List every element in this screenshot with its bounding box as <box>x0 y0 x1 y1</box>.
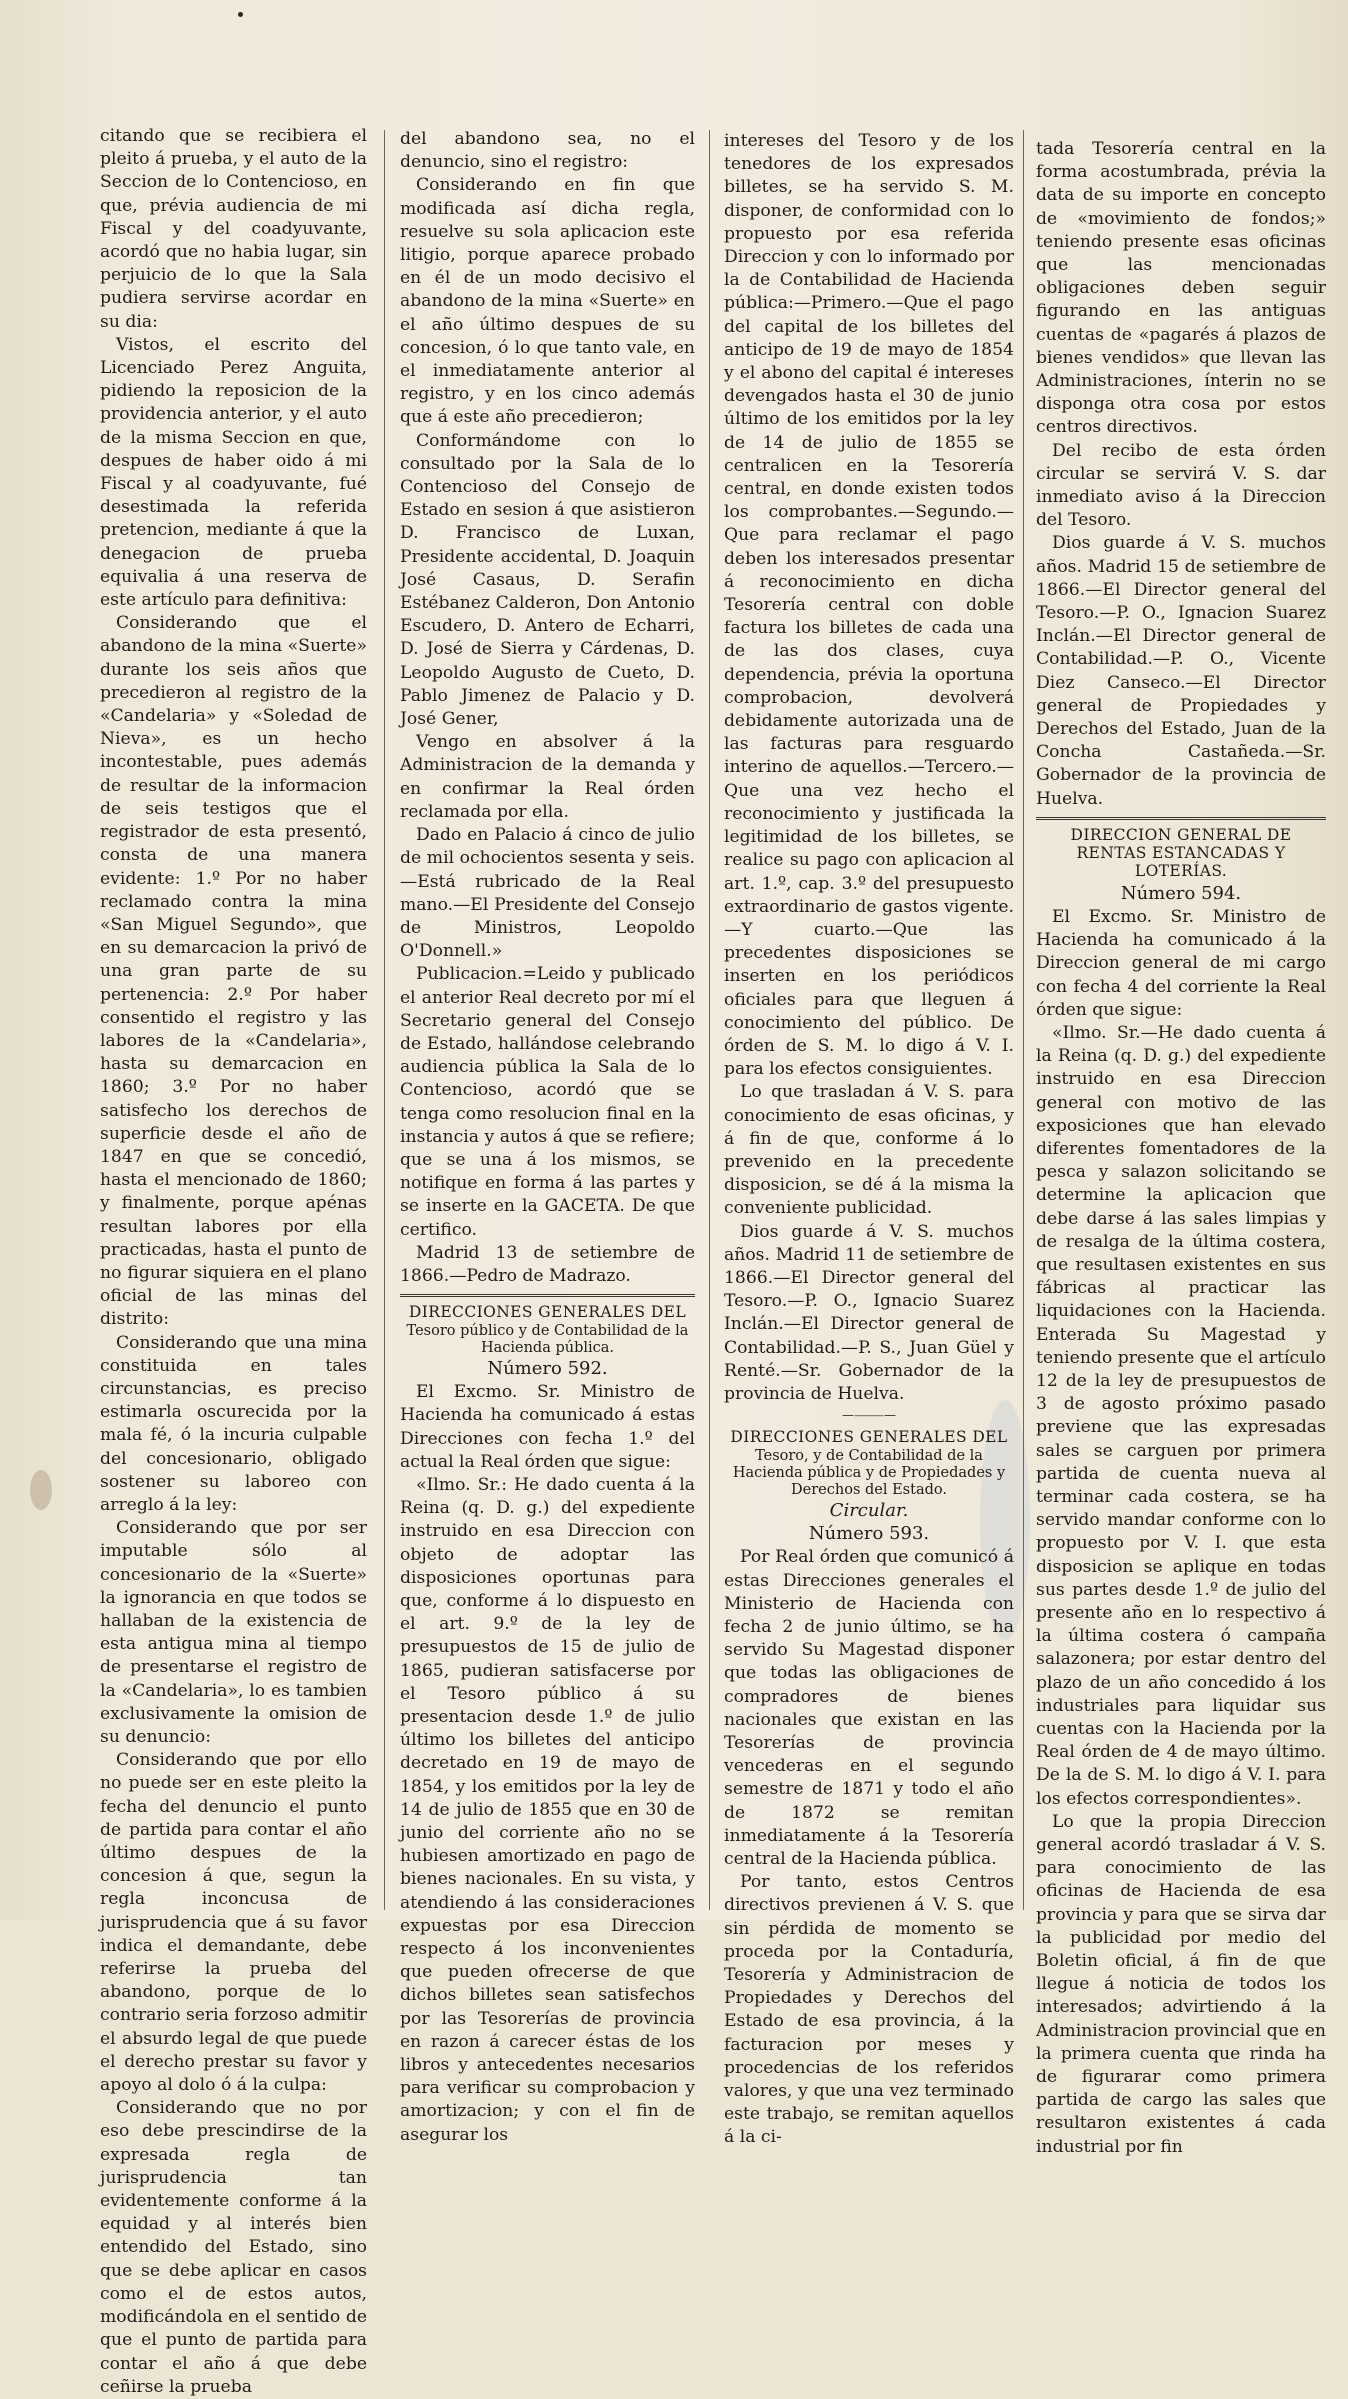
notice-number: Número 592. <box>487 1358 608 1380</box>
paragraph: Considerando que por ser imputable sólo al concesionario de la «Suerte» la ignorancia en que todos se hallaban de la existencia de esta antigua mina al tiempo de presentarse el registro de la «Candelaria», lo es tambien exclusivamente la omision de su denuncio: <box>100 1518 367 1748</box>
paragraph: intereses del Tesoro y de los tenedores de los expresados billetes, se ha servido S. M. disponer, de conformidad con lo propuesto por esa referida Direccion y con lo informado por la de Contabilidad de Hacienda pública:—Primero.—Que el pago del capital de los billetes del anticipo de 19 de mayo de 1854 y el abono del capital é intereses devengados hasta el 30 de junio último de los emitidos por la ley de 14 de julio de 1855 se centralicen en la Tesorería central, en donde existen todos los comprobantes.—Segundo.—Que para reclamar el pago deben los interesados presentar á reconocimiento en dicha Tesorería central con doble factura los billetes de cada una de las dos clases, cuya dependencia, prévia la oportuna comprobacion, devolverá debidamente autorizada una de las facturas para resguardo interino de aquellos.—Tercero.—Que una vez hecho el reconocimiento y justificada la legitimidad de los billetes, se realice su pago con aplicacion al art. 1.º, cap. 3.º del presupuesto extraordinario de gastos vigente.—Y cuarto.—Que las precedentes disposiciones se inserten en los periódicos oficiales para que lleguen á conocimiento del público. De órden de S. M. lo digo á V. I. para los efectos consiguientes. <box>724 131 1014 1080</box>
column-rule <box>384 130 385 1910</box>
column-rule <box>1023 130 1024 1910</box>
paragraph: El Excmo. Sr. Ministro de Hacienda ha comunicado á la Direccion general de mi cargo con fecha 4 del corriente la Real órden que sigue: <box>1036 906 1326 1020</box>
column-rule <box>709 130 710 1910</box>
paragraph: Considerando en fin que modificada así dicha regla, resuelve su sola aplicacion este litigio, porque aparece probado en él de un modo decisivo el abandono de la mina «Suerte» en el año último despues de su concesion, ó lo que tanto vale, en el inmediatamente anterior al registro, y en los cinco además que á este año precedieron; <box>400 175 695 428</box>
column-4 <box>1036 138 1326 2157</box>
paragraph: Publicacion.=Leido y publicado el anterior Real decreto por mí el Secretario general del Consejo de Estado, hallándose celebrando audiencia pública la Sala de lo Contencioso, acordó que se tenga como resolucion final en la instancia y autos á que se refiere; que se una á los mismos, se notifique en forma á las partes y se inserte en la GACETA. De que certifico. <box>400 964 695 1240</box>
notice-number: Número 593. <box>808 1523 930 1545</box>
paragraph: tada Tesorería central en la forma acostumbrada, prévia la data de su importe en concepto de «movimiento de fondos;» teniendo presente esas oficinas que las mencionadas obligaciones deben seguir figurando en las antiguas cuentas de «pagarés á plazos de bienes vendidos» que llevan las Administraciones, ínterin no se disponga otra cosa por estos centros directivos. <box>1036 139 1326 438</box>
paragraph: Madrid 13 de setiembre de 1866.—Pedro de Madrazo. <box>400 1242 695 1286</box>
paragraph: Del recibo de esta órden circular se servirá V. S. dar inmediato aviso á la Direccion del Tesoro. <box>1036 440 1326 531</box>
paragraph: Dado en Palacio á cinco de julio de mil ochocientos sesenta y seis.—Está rubricado de la Real mano.—El Presidente del Consejo de Ministros, Leopoldo O'Donnell.» <box>400 825 695 962</box>
circular-label: Circular. <box>829 1500 909 1522</box>
section-heading: DIRECCIONES GENERALES DEL <box>730 1428 1008 1447</box>
paragraph: Vengo en absolver á la Administracion de la demanda y en confirmar la Real órden reclamada por ella. <box>400 732 695 822</box>
paper-stain <box>30 1470 52 1510</box>
section-heading: DIRECCIONES GENERALES DEL <box>408 1303 687 1322</box>
paragraph: del abandono sea, no el denuncio, sino el registro: <box>400 129 695 173</box>
section-rule <box>400 1294 695 1297</box>
paragraph: Conformándome con lo consultado por la Sala de lo Contencioso del Consejo de Estado en sesion á que asistieron D. Francisco de Luxan, Presidente accidental, D. Joaquin José Casaus, D. Serafin Estébanez Calderon, Don Antonio Escudero, D. Antero de Echarri, D. José de Sierra y Cárdenas, D. Leopoldo Augusto de Cueto, D. Pablo Jimenez de Palacio y D. José Gener, <box>400 430 695 730</box>
paragraph: Lo que la propia Direccion general acordó trasladar á V. S. para conocimiento de las oficinas de Hacienda de esa provincia y para que se sirva dar la publicidad por medio del Boletin oficial, á fin de que llegue á noticia de todos los interesados; advirtiendo á la Administracion provincial que en la primera cuenta que rinda ha de figurarar como primera partida de cargo las sales que resultaron existentes á cada industrial por fin <box>1036 1811 1326 2157</box>
notice-number: Número 594. <box>1120 882 1242 904</box>
section-rule <box>1036 817 1326 820</box>
paragraph: citando que se recibiera el pleito á prueba, y el auto de la Seccion de lo Contencioso, en que, prévia audiencia de mi Fiscal y del coadyuvante, acordó que no habia lugar, sin perjuicio de lo que la Sala pudiera servirse acordar en su dia: <box>100 126 367 332</box>
column-3 <box>724 130 1014 2148</box>
ink-dot <box>238 12 243 17</box>
paragraph: Dios guarde á V. S. muchos años. Madrid 15 de setiembre de 1866.—El Director general del Tesoro.—P. O., Ignacion Suarez Inclán.—El Director general de Contabilidad.—P. O., Vicente Diez Canseco.—El Director general de Propiedades y Derechos del Estado, Juan de la Concha Castañeda.—Sr. Gobernador de la provincia de Huelva. <box>1036 533 1326 809</box>
section-subheading: Tesoro público y de Contabilidad de la Hacienda pública. <box>406 1323 689 1357</box>
paragraph: Por tanto, estos Centros directivos previenen á V. S. que sin pérdida de momento se proceda por la Contaduría, Tesorería y Administracion de Propiedades y Derechos del Estado de esa provincia, á la facturacion por meses y procedencias de los referidos valores, y que una vez terminado este trabajo, se remitan aquellos á la ci- <box>724 1872 1014 2148</box>
paragraph: «Ilmo. Sr.—He dado cuenta á la Reina (q. D. g.) del expediente instruido en esa Direccion general con motivo de las exposiciones que han elevado diferentes fomentadores de la pesca y salazon solicitando se determine la aplicacion que debe darse á las sales limpias y de resalga de la última costera, que resultasen existentes en sus fábricas al practicar las liquidaciones con la Hacienda. Enterada Su Magestad y teniendo presente que el artículo 12 de la ley de presupuestos de 3 de agosto próximo pasado previene que las expresadas sales se carguen por primera partida de cuenta nueva al terminar cada costera, se ha servido mandar conforme con lo propuesto por V. I. que esta disposicion se aplique en todas sus partes desde 1.º de julio del presente año en lo respectivo á la última costera ó campaña salazonera; por estar dentro del plazo de un año concedido á los industriales para liquidar sus cuentas con la Hacienda por la Real órden de 4 de mayo último. De la de S. M. lo digo á V. I. para los efectos correspondientes». <box>1036 1022 1326 1809</box>
paragraph: «Ilmo. Sr.: He dado cuenta á la Reina (q. D. g.) del expediente instruido en esa Direccion con objeto de adoptar las disposiciones oportunas para que, conforme á lo dispuesto en el art. 9.º de la ley de presupuestos de 15 de julio de 1865, pudieran satisfacerse por el Tesoro público á su presentacion desde 1.º de julio último los billetes del anticipo decretado en 19 de mayo de 1854, y los emitidos por la ley de 14 de julio de 1855 que en 30 de junio del corriente año no se hubiesen amortizado en pago de bienes nacionales. En su vista, y atendiendo á las consideraciones expuestas por esa Direccion respecto á los inconvenientes que pueden ofrecerse de que dichos billetes sean satisfechos por las Tesorerías de provincia en razon á carecer éstas de los libros y antecedentes necesarios para verificar su comprobacion y amortizacion; y con el fin de asegurar los <box>400 1474 695 2145</box>
paragraph: Considerando que no por eso debe prescindirse de la expresada regla de jurisprudencia tan evidentemente conforme á la equidad y al interés bien entendido del Estado, sino que se debe aplicar en casos como el de estos autos, modificándola en el sentido de que el punto de partida para contar el año á que debe ceñirse la prueba <box>100 2098 367 2397</box>
section-subheading: Tesoro, y de Contabilidad de la Hacienda pública y de Propiedades y Derechos del Estado. <box>732 1448 1006 1499</box>
paragraph: Lo que trasladan á V. S. para conocimiento de esas oficinas, y á fin de que, conforme á lo prevenido en la precedente disposicion, se dé á la misma la conveniente publicidad. <box>724 1082 1014 1219</box>
section-heading: DIRECCION GENERAL DE RENTAS ESTANCADAS Y LOTERÍAS. <box>1070 825 1292 880</box>
paragraph: Dios guarde á V. S. muchos años. Madrid 11 de setiembre de 1866.—El Director general del Tesoro.—P. O., Ignacio Suarez Inclán.—El Director general de Contabilidad.—P. S., Juan Güel y Renté.—Sr. Gobernador de la provincia de Huelva. <box>724 1221 1014 1404</box>
paragraph: Considerando que una mina constituida en tales circunstancias, es preciso estimarla oscurecida por la mala fé, ó la incuria culpable del concesionario, obligado sostener su laboreo con arreglo á la ley: <box>100 1332 367 1515</box>
column-2 <box>400 128 695 2145</box>
paragraph: Considerando que por ello no puede ser en este pleito la fecha del denuncio el punto de partida para contar el año último despues de la concesion á que, segun la regla inconcusa de jurisprudencia que á su favor indica el demandante, debe referirse la prueba del abandono, porque de lo contrario seria forzoso admitir el absurdo legal de que puede el derecho prestar su favor y apoyo al dolo ó á la culpa: <box>100 1750 367 2096</box>
column-1 <box>100 125 367 2397</box>
paragraph: El Excmo. Sr. Ministro de Hacienda ha comunicado á estas Direcciones con fecha 1.º del actual la Real órden que sigue: <box>400 1382 695 1472</box>
paragraph: Vistos, el escrito del Licenciado Perez Anguita, pidiendo la reposicion de la providencia anterior, y el auto de la misma Seccion en que, despues de haber oido á mi Fiscal y al coadyuvante, fué desestimada la referida pretencion, mediante á que la denegacion de prueba equivalia á una reserva de este artículo para definitiva: <box>100 334 367 611</box>
paragraph: Por Real órden que comunicó á estas Direcciones generales el Ministerio de Hacienda con fecha 2 de junio último, se ha servido Su Magestad disponer que todas las obligaciones de compradores de bienes nacionales que existan en las Tesorerías de provincia vencederas en el segundo semestre de 1871 y todo el año de 1872 se remitan inmediatamente á la Tesorería central de la Hacienda pública. <box>724 1547 1014 1870</box>
paragraph: Considerando que el abandono de la mina «Suerte» durante los seis años que precedieron al registro de la «Candelaria» y «Soledad de Nieva», es un hecho incontestable, pues además de resultar de la informacion de seis testigos que el registrador de esta presentó, consta de una manera evidente: 1.º Por no haber reclamado contra la mina «San Miguel Segundo», que en su demarcacion la privó de una gran parte de su pertenencia: 2.º Por haber consentido el registro y las labores de la «Candelaria», hasta su demarcacion en 1860; 3.º Por no haber satisfecho los derechos de superficie desde el año de 1847 en que se concedió, hasta el mencionado de 1860; y finalmente, porque apénas resultan labores por ella practicadas, hasta el punto de no figurar siquiera en el plano oficial de las minas del distrito: <box>100 613 367 1330</box>
ornament-divider: —⸻— <box>842 1408 896 1423</box>
